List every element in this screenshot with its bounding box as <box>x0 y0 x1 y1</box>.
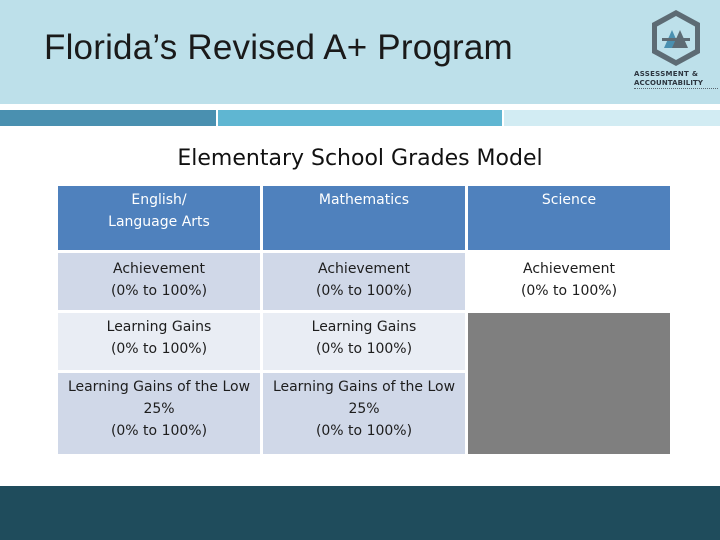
cell-math-learning-gains <box>263 313 465 370</box>
header-ela-line2: Language Arts <box>108 214 210 230</box>
cell-ela-learning-gains <box>58 313 260 370</box>
cell-label: Learning Gains <box>106 319 212 335</box>
cell-label: Achievement <box>523 261 615 277</box>
cell-range: (0% to 100%) <box>110 341 208 357</box>
header-ela-line1: English/ <box>131 192 187 208</box>
assessment-accountability-logo <box>634 8 716 94</box>
cell-label: Learning Gains of the Low <box>67 379 251 395</box>
cell-label-cont: 25% <box>143 401 175 417</box>
cell-label: Achievement <box>113 261 205 277</box>
cell-label: Learning Gains of the Low <box>272 379 456 395</box>
logo-text-line2: ACCOUNTABILITY <box>634 79 704 87</box>
cell-math-low-25 <box>263 373 465 454</box>
cell-label-cont: 25% <box>348 401 380 417</box>
cell-range: (0% to 100%) <box>110 283 208 299</box>
grades-model-table <box>55 183 673 457</box>
cell-range: (0% to 100%) <box>315 341 413 357</box>
cell-science-not-applicable <box>468 313 670 454</box>
page-title: Florida’s Revised A+ Program <box>44 28 513 67</box>
cell-range: (0% to 100%) <box>315 423 413 439</box>
header-cell-science <box>468 186 670 250</box>
header-science-label: Science <box>541 192 597 208</box>
cell-range: (0% to 100%) <box>315 283 413 299</box>
cell-range: (0% to 100%) <box>110 423 208 439</box>
table-row-learning-gains <box>58 313 670 370</box>
logo-divider <box>634 88 718 91</box>
accent-bar-mid <box>218 110 502 126</box>
footer-bar <box>0 486 720 540</box>
hexagon-logo-icon <box>648 8 704 68</box>
cell-ela-low-25 <box>58 373 260 454</box>
cell-math-achievement <box>263 253 465 310</box>
accent-bar-dark <box>0 110 216 126</box>
table-row-achievement <box>58 253 670 310</box>
cell-label: Achievement <box>318 261 410 277</box>
cell-range: (0% to 100%) <box>520 283 618 299</box>
accent-bar-light <box>504 110 720 126</box>
table-header-row <box>58 186 670 250</box>
cell-science-achievement <box>468 253 670 310</box>
table-title: Elementary School Grades Model <box>177 146 543 171</box>
cell-label: Learning Gains <box>311 319 417 335</box>
header-banner <box>0 0 720 104</box>
header-cell-math <box>263 186 465 250</box>
cell-ela-achievement <box>58 253 260 310</box>
logo-text-line1: ASSESSMENT & <box>634 70 699 78</box>
header-math-label: Mathematics <box>318 192 410 208</box>
header-cell-ela <box>58 186 260 250</box>
